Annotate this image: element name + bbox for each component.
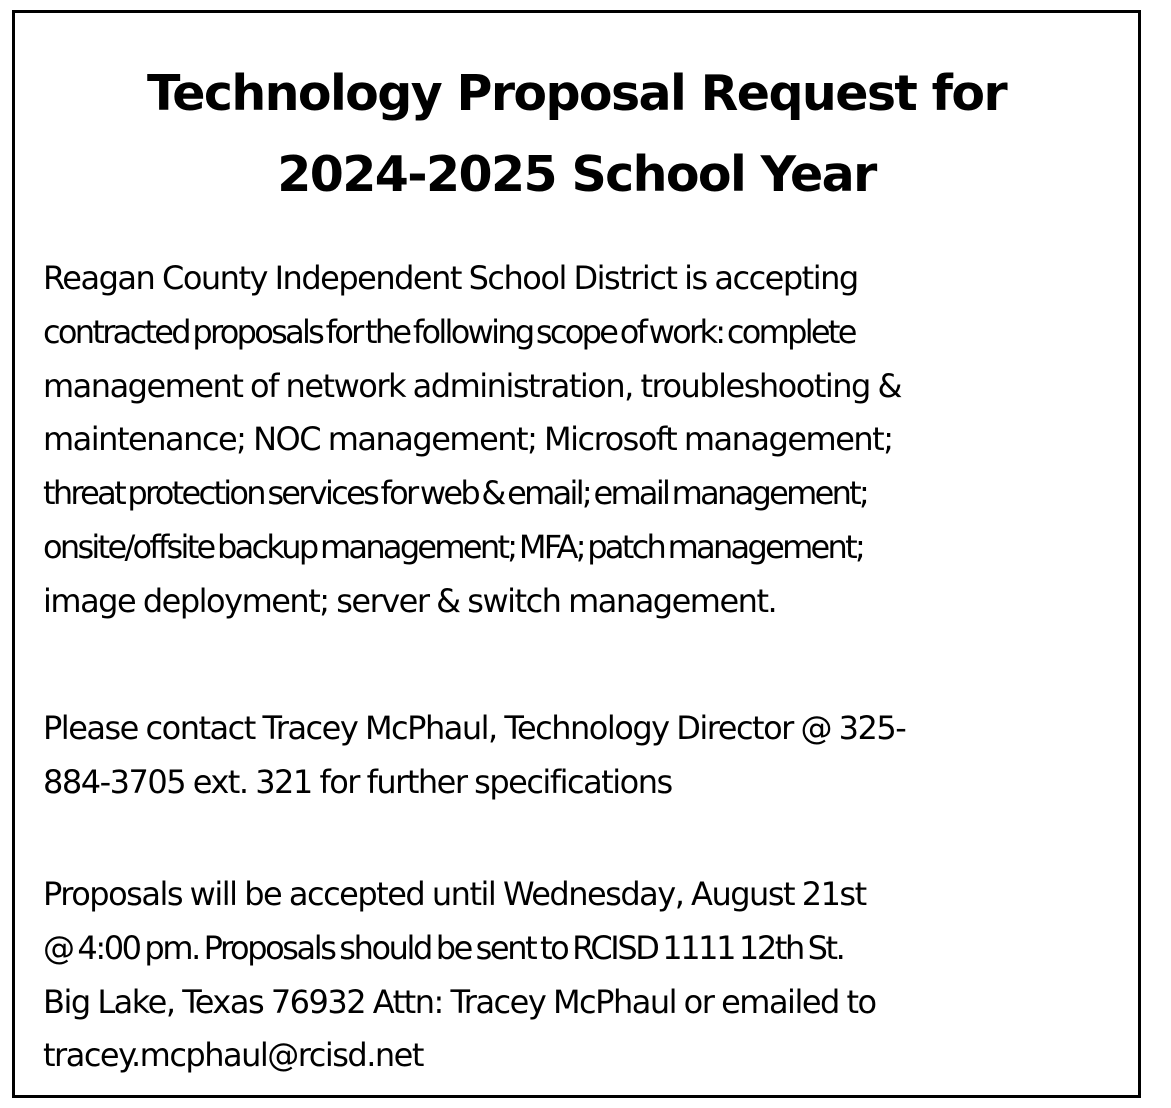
contact-paragraph	[43, 702, 1111, 810]
deadline-line: Big Lake, Texas 76932 Attn: Tracey McPhaul or emailed to	[43, 982, 876, 1021]
scope-line: contracted proposals for the following scope of work: complete	[43, 312, 855, 351]
scope-line: threat protection services for web & email; email management;	[43, 474, 868, 513]
contact-line: 884-3705 ext. 321 for further specifications	[43, 762, 672, 801]
scope-line: maintenance; NOC management; Microsoft management;	[43, 420, 893, 459]
title-line: 2024-2025 School Year	[277, 146, 876, 203]
deadline-line: @ 4:00 pm. Proposals should be sent to RCISD 1111 12th St.	[43, 928, 844, 967]
contact-email: tracey.mcphaul@rcisd.net	[43, 1036, 423, 1075]
deadline-line: Proposals will be accepted until Wednesday, August 21st	[43, 875, 866, 913]
scope-line: onsite/offsite backup management; MFA; patch management;	[43, 527, 864, 566]
notice-frame	[12, 10, 1141, 1098]
scope-line: management of network administration, troubleshooting &	[43, 366, 901, 405]
title-line: Technology Proposal Request for	[146, 65, 1007, 122]
contact-line: Please contact Tracey McPhaul, Technology Director @ 325-	[43, 709, 906, 747]
deadline-paragraph	[43, 868, 1111, 1083]
scope-line: Reagan County Independent School District is accepting	[43, 259, 858, 297]
scope-line: image deployment; server & switch management.	[43, 581, 777, 620]
notice-title	[15, 53, 1138, 215]
scope-paragraph	[43, 252, 1111, 629]
